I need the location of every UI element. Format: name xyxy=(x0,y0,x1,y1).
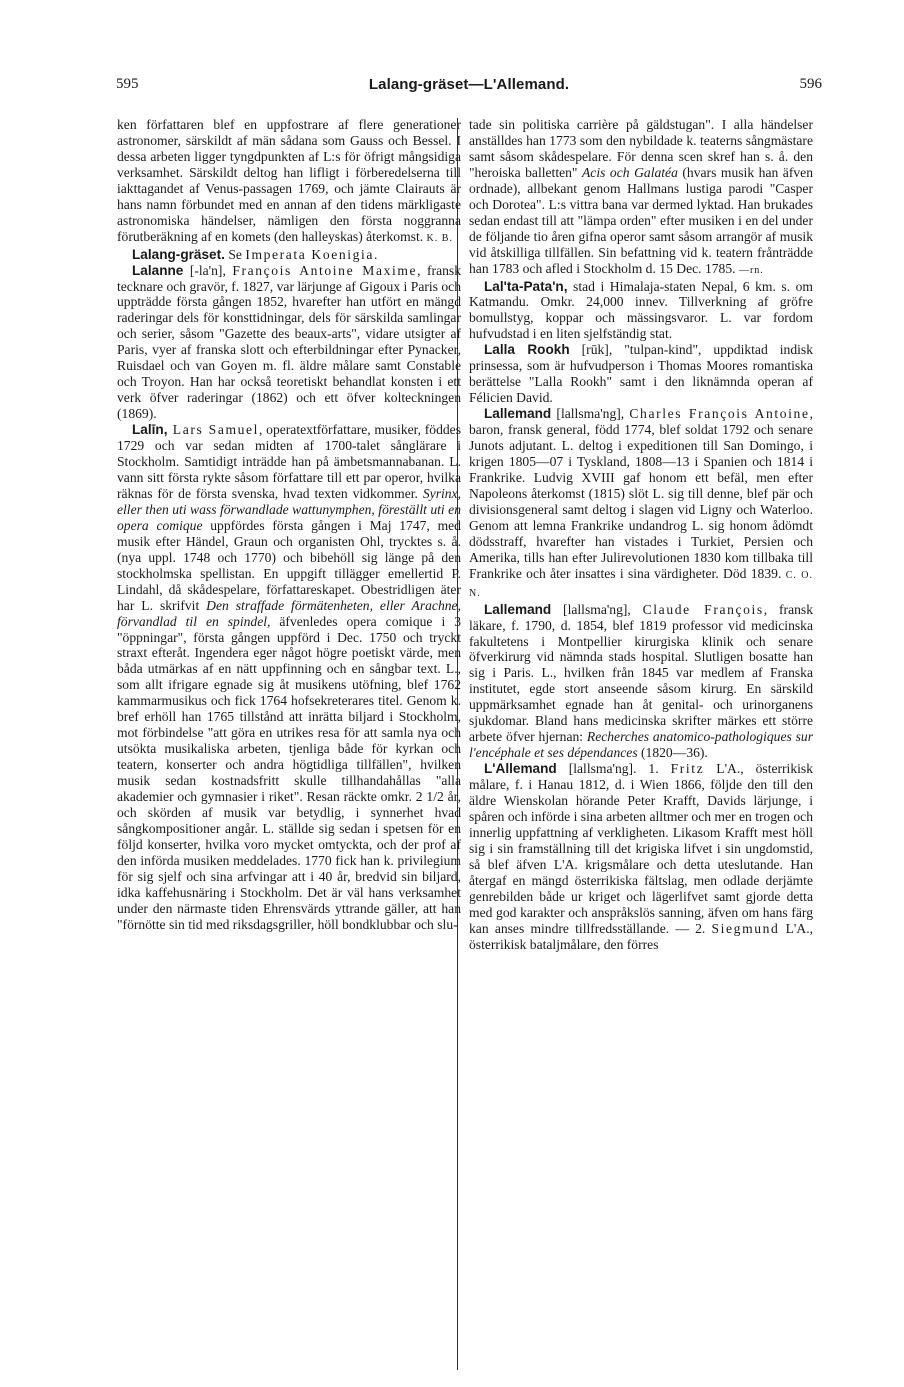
running-title: Lalang-gräset—L'Allemand. xyxy=(368,76,570,93)
entry-lallemand-fritz: L'Allemand [lallsma'ng]. 1. Fritz L'A., österrikisk målare, f. i Hanau 1812, d. i Wien 1866, följde den till den äldre Wienskolan hörande Peter Krafft, Davids lärjunge, i spåren och införde i sina arbeten alltmer och mer en trogen och innerlig uppfattning af verkligheten. Likasom Krafft mest höll sig i sin framställning till det krigiska lifvet i sin ungdomstid, så blef äfven L'A. krigsmålare och detta uteslutande. Han återgaf en mängd österrikiska fältslag, men odlade derjämte genrebilden både ur kriget och lägerlifvet samt gjorde detta med god karakter och anspråkslös sanning, äfven om hans färg kan anses mindre tillfredsställande. — 2. Siegmund L'A., österrikisk bataljmålare, den förres xyxy=(469,761,813,952)
headword: Lallemand xyxy=(484,601,552,617)
cross-reference: Imperata Koenigia. xyxy=(245,246,380,262)
page-number-right: 596 xyxy=(799,76,822,92)
author-signature: C. O. N. xyxy=(469,569,813,599)
entry-lallemand-claude: Lallemand [lallsma'ng], Claude François, fransk läkare, f. 1790, d. 1854, blef 1819 professor vid medicinska fakultetens i Montpellier kirurgiska klinik och senare öfverkirurg vid nämnda stads hospital. Slutligen bosatte han sig i Paris. L., hvilken från 1845 var medlem af Franska institutet, egde stort anseende såsom kirurg. En särskild uppmärksamhet egnade han åt genital- och urinorganens sjukdomar. Bland hans medicinska skrifter märkes ett större arbete öfver hjernan: Recherches anatomico-pathologiques sur l'encéphale et ses dépendances (1820—36). xyxy=(469,601,813,761)
running-header xyxy=(116,76,822,98)
work-title: Syrinx, eller then uti wass förwandlade wattunymphen, föreställt uti en opera comique xyxy=(117,485,461,533)
entry-lalanne: Lalanne [-la'n], François Antoine Maxime, fransk tecknare och gravör, f. 1827, var lärjunge af Gigoux i Paris och uppträdde första gången 1852, hvarefter han utfört en mängd raderingar dels för konsttidningar, dels för särskilda samlingar och serier, såsom "Gazette des beaux-arts", vidare utsigter af Paris, vyer af franska slott och efterbildningar efter Pynacker, Ruisdael och van Goyen m. fl. äldre målare samt Constable och Troyon. Han har också teoretiskt behandlat konsten i ett verk öfver raderingar (1862) och ett öfver kolteckningen (1869). xyxy=(117,262,461,422)
given-names: Claude François xyxy=(642,601,764,617)
work-title: Den straffade förmätenheten, eller Arachne, förvandlad til en spindel, xyxy=(117,597,461,629)
right-column xyxy=(469,117,813,953)
headword: Lalla Rookh xyxy=(484,342,570,358)
entry-lalang-graset: Lalang-gräset. Se Imperata Koenigia. xyxy=(132,246,380,262)
entry-lalin-continued: tade sin politiska carrière på gäldstugan". I alla händelser anställdes han 1773 som den nybildade k. teaterns sångmästare samt såsom skådespelare. För denna scen skref han s. å. den "heroiska balletten" Acis och Galatéa (hvars musik han äfven ordnade), allbekant genom Hallmans lustiga parodi "Casper och Dorotea". L:s vittra bana var dermed lyktad. Han brukades sedan endast till att "lämpa orden" efter musiken i en del under de följande tio åren gifna operor samt såsom arrangör af musik vid åtskilliga tillfällen. Sin befattning vid k. teatern frånträdde han 1783 och afled i Stockholm d. 15 Dec. 1785. —rn. xyxy=(469,117,813,276)
entry-lalla-rookh: Lalla Rookh [rūk], "tulpan-kind", uppdiktad indisk prinsessa, som är hufvudperson i Thomas Moores romantiska berättelse "Lalla Rookh" samt i den liknämnda operan af Félicien David. xyxy=(469,342,813,406)
page-number-left: 595 xyxy=(116,76,139,92)
headword: Lalang-gräset. xyxy=(132,246,225,262)
given-names: Charles François Antoine xyxy=(629,406,810,422)
given-names: François Antoine Maxime xyxy=(232,262,418,278)
work-title: Recherches anatomico-pathologiques sur l'encéphale et ses dépendances xyxy=(469,729,813,761)
author-signature: K. B. xyxy=(426,232,453,244)
headword: Lalīn, xyxy=(132,422,168,438)
given-names: Fritz xyxy=(670,761,705,777)
work-title: Acis och Galatéa xyxy=(582,164,678,180)
headword: Lal'ta-Pata'n, xyxy=(484,278,568,294)
headword: Lallemand xyxy=(484,406,552,422)
given-names: Lars Samuel xyxy=(167,422,260,438)
entry-lallemand-charles: Lallemand [lallsma'ng], Charles François Antoine, baron, fransk general, född 1774, blef soldat 1792 och senare Junots adjutant. L. deltog i expeditionen till San Domingo, i krigen 1805—07 i Tyskland, 1808—13 i Spanien och 1814 i Frankrike. Ludvig XVIII gaf honom ett befäl, men efter Napoleons återkomst (1815) slöt L. sig till denne, blef pär och divisionsgeneral samt deltog i slagen vid Ligny och Waterloo. Genom att lemna Frankrike undandrog L. sig honom ådömdt dödsstraff, hvarefter han vistades i Turkiet, Persien och Amerika, tills han efter Julirevolutionen 1830 kom tillbaka till Frankrike och åter insattes i sina värdigheter. Död 1839. C. O. N. xyxy=(469,406,813,599)
entry-lalin: Lalīn, Lars Samuel, operatextförfattare, musiker, föddes 1729 och var sedan midten af 1700-talet sånglärare i Stockholm. Samtidigt inträdde han på ämbetsmannabanan. L. vann sitt första rykte såsom författare till ett par operor, hvilka räknas för de första svenska, hvad texten vidkommer. Syrinx, eller then uti wass förwandlade wattunymphen, föreställt uti en opera comique uppfördes första gången i Maj 1747, med musik efter Händel, Graun och organisten Ohl, trycktes s. å. (nya uppl. 1748 och 1770) och bibehöll sig länge på den stockholmska spellistan. En uppgift tillägger emellertid P. Lindahl, då skådespelare, författareskapet. Obestridligen äter har L. skrifvit Den straffade förmätenheten, eller Arachne, förvandlad til en spindel, äfvenledes opera comique i 3 "öppningar", första gången uppförd i Dec. 1750 och tryckt straxt efteråt. Ingendera eger något högre poetiskt värde, men båda utmärkas af en nätt uppfinning och en sångbar text. L., som allt ifrigare egnade sig åt musikens utöfning, blef 1762 kammarmusikus och fick 1764 hofsekreterares titel. Genom k. bref erhöll han 1765 tillstånd att inrätta biljard i Stockholm, mot förbindelse "att göra en utrikes resa för att samla nya och utsökta musikaliska arbeten, tjenliga både för kyrkan och teatern, konserter och andra högtidliga tillfällen", hvilken musik sedan kostnadsfritt skulle tillhandahållas "alla akademier och gymnasier i riket". Resan räckte omkr. 2 1/2 år, och skörden af musik var betydlig, i synnerhet hvad sångkompositioner angår. L. ställde sig sedan i spetsen för en följd konserter, hvilka voro mycket omtyckta, och der prof af den införda musiken meddelades. 1770 fick han k. privilegium för sig sjelf och sina arfvingar att i 40 år, bredvid sin biljard, idka kaffehusnäring i Stockholm. Det är väl hans verksamhet under den närmaste tiden Ehrensvärds yttrande gäller, att han "förnötte sin tid med riksdagsgriller, höll bondklubbar och slu- xyxy=(117,422,461,932)
entry-lalande-continued: ken författaren blef en uppfostrare af flere generationer astronomer, särskildt af män sådana som Gauss och Bessel. I dessa arbeten ligger tyngdpunkten af L:s för öfrigt mångsidiga verksamhet. Särskildt deltog han lifligt i förberedelserna till iakttagandet af Venus-passagen 1769, och jämte Clairauts är hans namn förbundet med en annan af den tidens märkligaste astronomiska händelser, nämligen den första noggranna förutberäkning af en komets (den halleyskas) återkomst. K. B. xyxy=(117,117,461,244)
given-names: Siegmund xyxy=(711,920,780,936)
author-signature: —rn. xyxy=(738,264,764,276)
headword: Lalanne xyxy=(132,262,184,278)
left-column xyxy=(117,117,461,933)
headword: L'Allemand xyxy=(484,761,557,777)
entry-lalta-patan: Lal'ta-Pata'n, stad i Himalaja-staten Nepal, 6 km. s. om Katmandu. Omkr. 24,000 innev. Tillverkning af gröfre bomullstyg, koppar och mässingsvaror. L. var fordom hufvudstad i en liten sjelfständig stat. xyxy=(469,278,813,342)
